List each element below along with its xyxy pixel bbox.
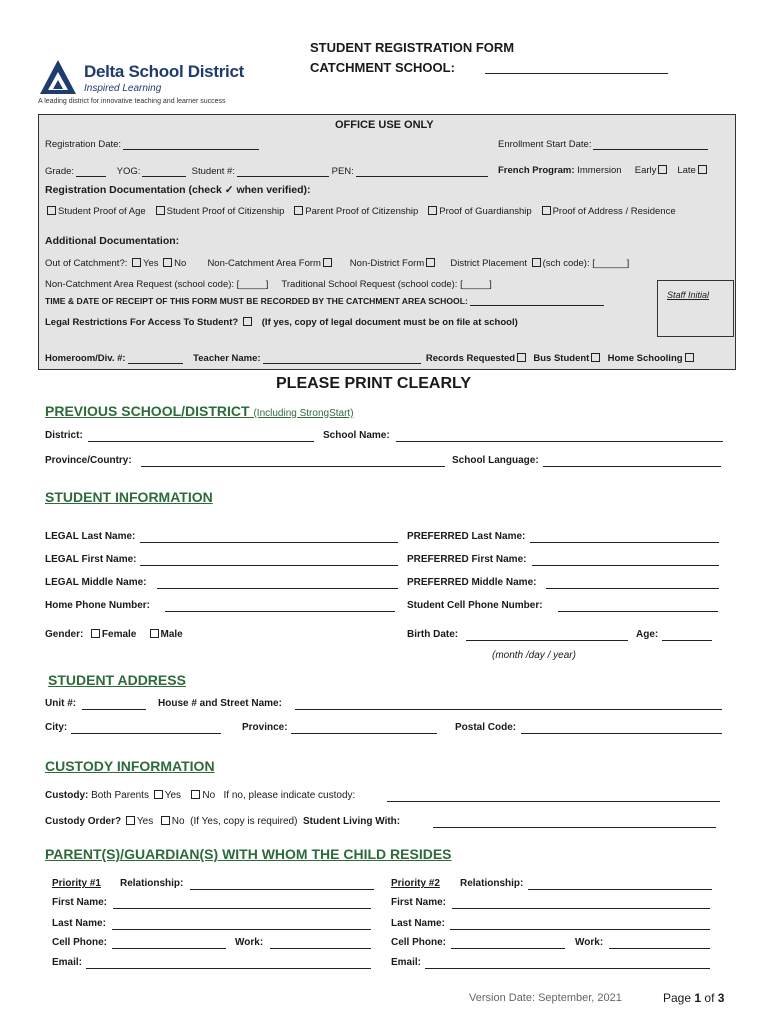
doc-age-label: Student Proof of Age	[58, 206, 146, 217]
office-title: OFFICE USE ONLY	[335, 119, 434, 131]
both-parents-label: Both Parents	[91, 790, 149, 801]
province-country-field[interactable]	[141, 466, 445, 467]
custody-order-label: Custody Order?	[45, 816, 122, 827]
p1-first-name-label: First Name:	[52, 897, 108, 908]
legal-last-field[interactable]	[140, 542, 398, 543]
print-clearly-heading: PLEASE PRINT CLEARLY	[276, 375, 471, 392]
legal-restrictions-label: Legal Restrictions For Access To Student?	[45, 317, 239, 328]
age-label: Age:	[636, 629, 659, 640]
office-row-grade	[45, 165, 488, 177]
student-no-field[interactable]	[237, 165, 329, 177]
district-label: District:	[45, 430, 83, 441]
postal-label: Postal Code:	[455, 722, 517, 733]
house-field[interactable]	[295, 709, 722, 710]
priority1-label: Priority #1	[52, 878, 101, 889]
out-catchment-yes-checkbox[interactable]	[132, 258, 141, 267]
homeroom-label: Homeroom/Div. #:	[45, 353, 126, 364]
records-label: Records Requested	[425, 353, 516, 364]
living-with-label: Student Living With:	[303, 816, 401, 827]
p1-relationship-field[interactable]	[190, 889, 374, 890]
legal-restrictions-row	[45, 317, 518, 328]
student-no-label: Student #:	[191, 166, 235, 177]
pref-middle-label: PREFERRED Middle Name:	[407, 577, 537, 588]
registration-date-field[interactable]	[123, 138, 259, 150]
birth-date-label: Birth Date:	[407, 629, 459, 640]
p2-last-name-field[interactable]	[450, 929, 710, 930]
registration-date-text: Registration Date:	[45, 139, 122, 150]
p2-work-field[interactable]	[609, 948, 710, 949]
doc-checkbox-address[interactable]	[542, 206, 551, 215]
bus-label: Bus Student	[533, 353, 590, 364]
home-schooling-label: Home Schooling	[607, 353, 683, 364]
p2-first-name-label: First Name:	[391, 897, 447, 908]
legal-first-label: LEGAL First Name:	[45, 554, 137, 565]
doc-checkbox-citizenship[interactable]	[156, 206, 165, 215]
unit-field[interactable]	[82, 709, 146, 710]
custody-label: Custody:	[45, 790, 89, 801]
grade-label: Grade:	[45, 166, 75, 177]
custody-order-no-checkbox[interactable]	[161, 816, 170, 825]
province-label: Province:	[242, 722, 288, 733]
legal-note: (If yes, copy of legal document must be on file at school)	[261, 317, 518, 328]
legal-restrictions-checkbox[interactable]	[243, 317, 252, 326]
custody-order-yes-label: Yes	[136, 816, 154, 827]
p1-work-label: Work:	[235, 937, 264, 948]
non-catchment-request-label: Non-Catchment Area Request (school code): [_____]	[45, 279, 269, 290]
doc-citizenship-label: Student Proof of Citizenship	[166, 206, 285, 217]
male-checkbox[interactable]	[150, 629, 159, 638]
teacher-field[interactable]	[263, 352, 421, 364]
legal-middle-label: LEGAL Middle Name:	[45, 577, 147, 588]
staff-initial-label: Staff Initial	[667, 290, 710, 300]
enrollment-start-text: Enrollment Start Date:	[498, 139, 592, 150]
legal-first-field[interactable]	[140, 565, 398, 566]
student-cell-label: Student Cell Phone Number:	[407, 600, 543, 611]
city-label: City:	[45, 722, 68, 733]
home-phone-field[interactable]	[165, 611, 395, 612]
student-info-heading: STUDENT INFORMATION	[45, 489, 213, 505]
logo-motto: A leading district for innovative teaching and learner success	[38, 98, 226, 105]
legal-last-label: LEGAL Last Name:	[45, 531, 136, 542]
when-verified-text: when verified):	[236, 184, 311, 196]
p2-first-name-field[interactable]	[452, 908, 710, 909]
if-yes-label: (If Yes, copy is required)	[190, 816, 298, 827]
out-catchment-label: Out of Catchment?:	[45, 258, 128, 269]
page-current: 1	[694, 991, 702, 1005]
custody-no-checkbox[interactable]	[191, 790, 200, 799]
age-field[interactable]	[662, 640, 712, 641]
non-district-form-checkbox[interactable]	[426, 258, 435, 267]
postal-field[interactable]	[521, 733, 722, 734]
city-field[interactable]	[71, 733, 221, 734]
home-schooling-checkbox[interactable]	[685, 353, 694, 362]
form-title: STUDENT REGISTRATION FORM	[310, 40, 515, 55]
registration-date-label	[45, 138, 259, 150]
records-checkbox[interactable]	[517, 353, 526, 362]
custody-no-label: No	[202, 790, 216, 801]
school-name-label: School Name:	[323, 430, 390, 441]
female-checkbox[interactable]	[91, 629, 100, 638]
doc-parent-citizenship-label: Parent Proof of Citizenship	[305, 206, 419, 217]
parents-heading: PARENT(S)/GUARDIAN(S) WITH WHOM THE CHILD RESIDES	[45, 846, 452, 862]
living-with-field[interactable]	[433, 827, 716, 828]
non-district-form-label: Non-District Form	[349, 258, 425, 269]
doc-address-label: Proof of Address / Residence	[552, 206, 676, 217]
time-date-field[interactable]	[470, 296, 604, 306]
time-date-row	[45, 296, 604, 306]
prev-school-subtitle: (Including StrongStart)	[253, 408, 354, 419]
p2-email-field[interactable]	[425, 968, 710, 969]
enrollment-start-label	[498, 138, 708, 150]
p1-work-field[interactable]	[270, 948, 371, 949]
custody-order-yes-checkbox[interactable]	[126, 816, 135, 825]
french-program-row	[498, 165, 709, 176]
priority2-label: Priority #2	[391, 878, 440, 889]
legal-middle-field[interactable]	[157, 588, 398, 589]
logo-tagline: Inspired Learning	[84, 83, 162, 94]
page-prefix: Page	[663, 991, 692, 1005]
french-program-label: French Program:	[498, 165, 575, 176]
p1-email-label: Email:	[52, 957, 83, 968]
gender-label: Gender:	[45, 629, 84, 640]
yog-label: YOG:	[116, 166, 141, 177]
reg-doc-text: Registration Documentation (check	[45, 184, 222, 196]
teacher-label: Teacher Name:	[193, 353, 261, 364]
time-date-label: TIME & DATE OF RECEIPT OF THIS FORM MUST BE RECORDED BY THE CATCHMENT AREA SCHOOL:	[45, 296, 468, 306]
pref-first-field[interactable]	[532, 565, 719, 566]
pref-last-field[interactable]	[530, 542, 719, 543]
province-country-label: Province/Country:	[45, 455, 132, 466]
traditional-request-label: Traditional School Request (school code): [_____]	[281, 279, 492, 290]
page-total: 3	[717, 991, 725, 1005]
prev-school-heading	[45, 403, 354, 419]
p1-cell-label: Cell Phone:	[52, 937, 108, 948]
custody-row	[45, 790, 355, 801]
date-format-hint: (month /day / year)	[492, 650, 576, 661]
district-field[interactable]	[88, 441, 314, 442]
homeroom-row	[45, 352, 696, 364]
district-placement-checkbox[interactable]	[532, 258, 541, 267]
p2-work-label: Work:	[575, 937, 604, 948]
catchment-school-field[interactable]	[485, 73, 668, 74]
province-field[interactable]	[291, 733, 437, 734]
homeroom-field[interactable]	[128, 352, 183, 364]
reg-doc-heading	[45, 184, 311, 196]
custody-yes-label: Yes	[164, 790, 182, 801]
pref-last-label: PREFERRED Last Name:	[407, 531, 526, 542]
catchment-label-text: CATCHMENT SCHOOL:	[310, 60, 455, 75]
custody-heading: CUSTODY INFORMATION	[45, 758, 215, 774]
custody-yes-checkbox[interactable]	[154, 790, 163, 799]
page-number	[663, 991, 724, 1005]
p1-relationship-label: Relationship:	[120, 878, 184, 889]
late-checkbox[interactable]	[698, 165, 707, 174]
bus-checkbox[interactable]	[591, 353, 600, 362]
custody-field[interactable]	[387, 801, 720, 802]
catchment-label	[310, 60, 455, 75]
additional-doc-heading: Additional Documentation:	[45, 235, 180, 247]
page-of: of	[704, 991, 715, 1005]
checkmark-icon: ✓	[224, 184, 234, 196]
out-catchment-row	[45, 258, 629, 269]
p2-cell-label: Cell Phone:	[391, 937, 447, 948]
yog-field[interactable]	[142, 165, 186, 177]
early-checkbox[interactable]	[658, 165, 667, 174]
logo-name: Delta School District	[84, 62, 244, 81]
birth-date-field[interactable]	[466, 640, 628, 641]
sch-code-label: (sch code): [______]	[542, 258, 630, 269]
pen-field[interactable]	[356, 165, 488, 177]
out-catchment-yes-label: Yes	[143, 258, 159, 269]
p2-relationship-field[interactable]	[528, 889, 712, 890]
school-language-field[interactable]	[543, 466, 721, 467]
address-heading: STUDENT ADDRESS	[48, 672, 186, 688]
home-phone-label: Home Phone Number:	[45, 600, 151, 611]
if-no-label: If no, please indicate custody:	[223, 790, 356, 801]
p2-last-name-label: Last Name:	[391, 918, 445, 929]
unit-label: Unit #:	[45, 698, 77, 709]
house-label: House # and Street Name:	[158, 698, 282, 709]
out-catchment-no-checkbox[interactable]	[163, 258, 172, 267]
p1-last-name-field[interactable]	[112, 929, 371, 930]
doc-checkbox-age[interactable]	[47, 206, 56, 215]
p2-email-label: Email:	[391, 957, 422, 968]
pref-first-label: PREFERRED First Name:	[407, 554, 527, 565]
pen-label: PEN:	[331, 166, 354, 177]
staff-initial-box[interactable]	[657, 280, 734, 337]
doc-guardianship-label: Proof of Guardianship	[439, 206, 532, 217]
p1-first-name-field[interactable]	[113, 908, 371, 909]
male-label: Male	[160, 629, 183, 640]
district-placement-label: District Placement	[450, 258, 527, 269]
p1-last-name-label: Last Name:	[52, 918, 106, 929]
late-label: Late	[677, 165, 696, 176]
immersion-label: Immersion	[577, 165, 622, 176]
district-logo	[38, 56, 253, 110]
school-name-field[interactable]	[396, 441, 723, 442]
doc-checkbox-parent-citizenship[interactable]	[294, 206, 303, 215]
non-catchment-form-checkbox[interactable]	[323, 258, 332, 267]
custody-order-no-label: No	[171, 816, 185, 827]
non-catchment-form-label: Non-Catchment Area Form	[207, 258, 321, 269]
student-cell-field[interactable]	[558, 611, 718, 612]
female-label: Female	[101, 629, 137, 640]
triangle-logo-icon	[38, 58, 78, 98]
out-catchment-no-label: No	[174, 258, 187, 269]
enrollment-start-field[interactable]	[593, 138, 708, 150]
prev-school-title: PREVIOUS SCHOOL/DISTRICT	[45, 403, 250, 419]
pref-middle-field[interactable]	[546, 588, 719, 589]
p2-cell-field[interactable]	[451, 948, 565, 949]
doc-checkbox-guardianship[interactable]	[428, 206, 437, 215]
p2-relationship-label: Relationship:	[460, 878, 524, 889]
reg-doc-list	[45, 206, 676, 217]
version-date: Version Date: September, 2021	[469, 992, 622, 1004]
early-label: Early	[634, 165, 657, 176]
area-request-row	[45, 279, 492, 290]
gender-row	[45, 629, 183, 640]
p1-cell-field[interactable]	[112, 948, 226, 949]
p1-email-field[interactable]	[86, 968, 371, 969]
school-language-label: School Language:	[452, 455, 539, 466]
custody-order-row	[45, 816, 400, 827]
grade-field[interactable]	[76, 165, 106, 177]
